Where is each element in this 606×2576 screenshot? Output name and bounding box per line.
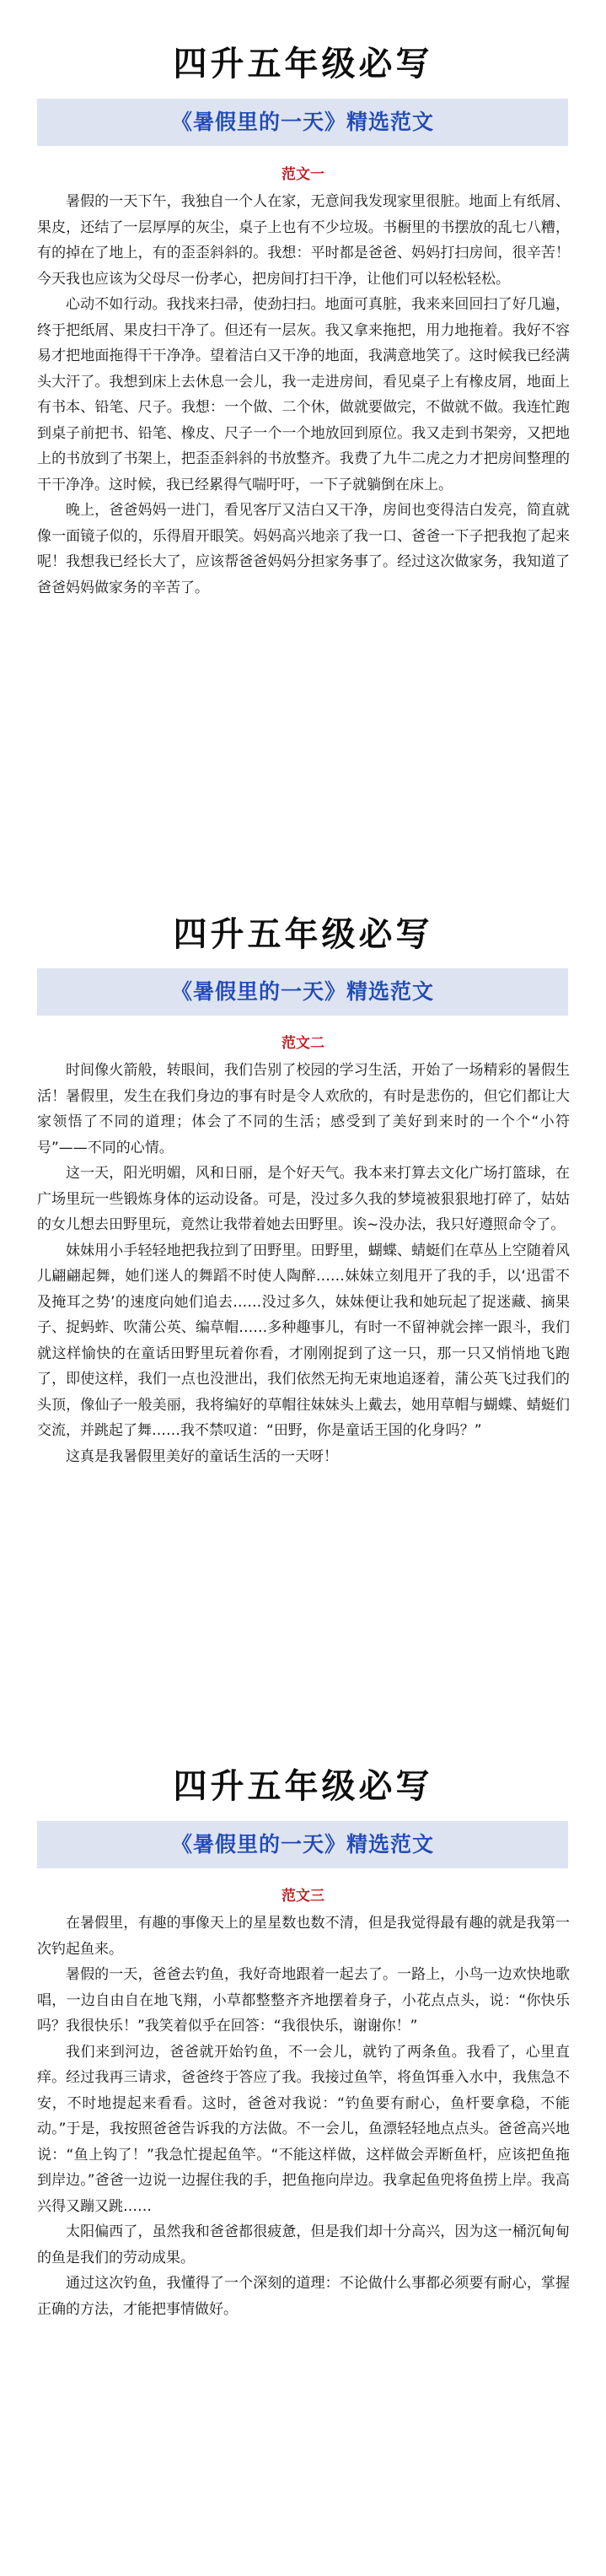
essay-body	[37, 1058, 570, 1469]
paragraph: 这一天，阳光明媚，风和日丽，是个好天气。我本来打算去文化广场打篮球，在广场里玩一些锻炼身体的运动设备。可是，没过多久我的梦境被狠狠地打碎了，姑姑的女儿想去田野里玩，竟然让我带着她去田野里。诶~没办法，我只好遵照命令了。	[37, 1165, 570, 1233]
sample-label: 范文二	[282, 1035, 324, 1052]
essay-body	[37, 1910, 570, 2322]
paragraph: 这真是我暑假里美好的童话生活的一天呀！	[66, 1447, 338, 1465]
essay-banner: 《暑假里的一天》精选范文	[37, 99, 568, 146]
paragraph: 通过这次钓鱼，我懂得了一个深刻的道理：不论做什么事都必须要有耐心，掌握正确的方法，才能把事情做好。	[37, 2275, 570, 2318]
page-title: 四升五年级必写	[173, 1766, 433, 1806]
sample-label: 范文三	[282, 1888, 324, 1905]
paragraph: 暑假的一天，爸爸去钓鱼，我好奇地跟着一起去了。一路上，小鸟一边欢快地歌唱，一边自由自在地飞翔，小草都整整齐齐地摆着身子，小花点点头，说：“你快乐吗？我很快乐！”我笑着似乎在回答：“我很快乐，谢谢你！”	[37, 1966, 570, 2034]
essay-banner: 《暑假里的一天》精选范文	[37, 1821, 568, 1868]
paragraph: 暑假的一天下午，我独自一个人在家，无意间我发现家里很脏。地面上有纸屑、果皮，还结了一层厚厚的灰尘，桌子上也有不少垃圾。书橱里的书摆放的乱七八糟，有的掉在了地上，有的歪歪斜斜的。我想：平时都是爸爸、妈妈打扫房间，很辛苦！今天我也应该为父母尽一份孝心，把房间打扫干净，让他们可以轻松轻松。	[37, 193, 570, 288]
essay-body	[37, 189, 570, 601]
paragraph: 在暑假里，有趣的事像天上的星星数也数不清，但是我觉得最有趣的就是我第一次钓起鱼来。	[37, 1915, 570, 1958]
paragraph: 我们来到河边，爸爸就开始钓鱼，不一会儿，就钓了两条鱼。我看了，心里直痒。经过我再三请求，爸爸终于答应了我。我接过鱼竿，将鱼饵垂入水中，我焦急不安，不时地提起来看看。这时，爸爸对我说：“钓鱼要有耐心，鱼杆要拿稳，不能动。”于是，我按照爸爸告诉我的方法做。不一会儿，鱼漂轻轻地点点头。爸爸高兴地说：“鱼上钩了！”我急忙提起鱼竿。“不能这样做，这样做会弄断鱼杆，应该把鱼拖到岸边。”爸爸一边说一边握住我的手，把鱼拖向岸边。我拿起鱼兜将鱼捞上岸。我高兴得又蹦又跳……	[37, 2043, 570, 2215]
paragraph: 晚上，爸爸妈妈一进门，看见客厅又洁白又干净，房间也变得洁白发亮，简直就像一面镜子似的，乐得眉开眼笑。妈妈高兴地亲了我一口、爸爸一下子把我抱了起来呢！我想我已经长大了，应该帮爸爸妈妈分担家务事了。经过这次做家务，我知道了爸爸妈妈做家务的辛苦了。	[37, 502, 570, 596]
paragraph: 妹妹用小手轻轻地把我拉到了田野里。田野里，蝴蝶、蜻蜓们在草丛上空随着风儿翩翩起舞，她们迷人的舞蹈不时使人陶醉……妹妹立刻甩开了我的手，以‘迅雷不及掩耳之势’的速度向她们追去……没过多久，妹妹便让我和她玩起了捉迷藏、摘果子、捉蚂蚱、吹蒲公英、编草帽……多种趣事儿，有时一不留神就会摔一跟斗，我们就这样愉快的在童话田野里玩着你看，才刚刚捉到了这一只，那一只又悄悄地飞跑了，即使这样，我们一点也没泄出，我们依然无拘无束地追逐着，蒲公英飞过我们的头顶，像仙子一般美丽，我将编好的草帽往妹妹头上戴去，她用草帽与蝴蝶、蜻蜓们交流，并跳起了舞……我不禁叹道：“田野，你是童话王国的化身吗？”	[37, 1242, 570, 1439]
page-title: 四升五年级必写	[173, 914, 433, 954]
paragraph: 太阳偏西了，虽然我和爸爸都很疲惫，但是我们却十分高兴，因为这一桶沉甸甸的鱼是我们的劳动成果。	[37, 2223, 570, 2266]
paragraph: 心动不如行动。我找来扫帚，使劲扫扫。地面可真脏，我来来回回扫了好几遍，终于把纸屑、果皮扫干净了。但还有一层灰。我又拿来拖把，用力地拖着。我好不容易才把地面拖得干干净净。望着洁白又干净的地面，我满意地笑了。这时候我已经满头大汗了。我想到床上去休息一会儿，我一走进房间，看见桌子上有橡皮屑，地面上有书本、铅笔、尺子。我想：一个做、二个休，做就要做完，不做就不做。我连忙跑到桌子前把书、铅笔、橡皮、尺子一个一个地放回到原位。我又走到书架旁，又把地上的书放到了书架上，把歪歪斜斜的书放整齐。我费了九牛二虎之力才把房间整理的干干净净。这时候，我已经累得气喘吁吁，一下子就躺倒在床上。	[37, 296, 570, 493]
essay-banner: 《暑假里的一天》精选范文	[37, 968, 568, 1016]
paragraph: 时间像火箭般，转眼间，我们告别了校园的学习生活，开始了一场精彩的暑假生活！暑假里，发生在我们身边的事有时是令人欢欣的，有时是悲伤的，但它们都让大家领悟了不同的道理；体会了不同的生活；感受到了美好到来时的一个个“小符号”——不同的心情。	[37, 1062, 570, 1156]
sample-label: 范文一	[282, 166, 324, 183]
page-title: 四升五年级必写	[173, 44, 433, 84]
